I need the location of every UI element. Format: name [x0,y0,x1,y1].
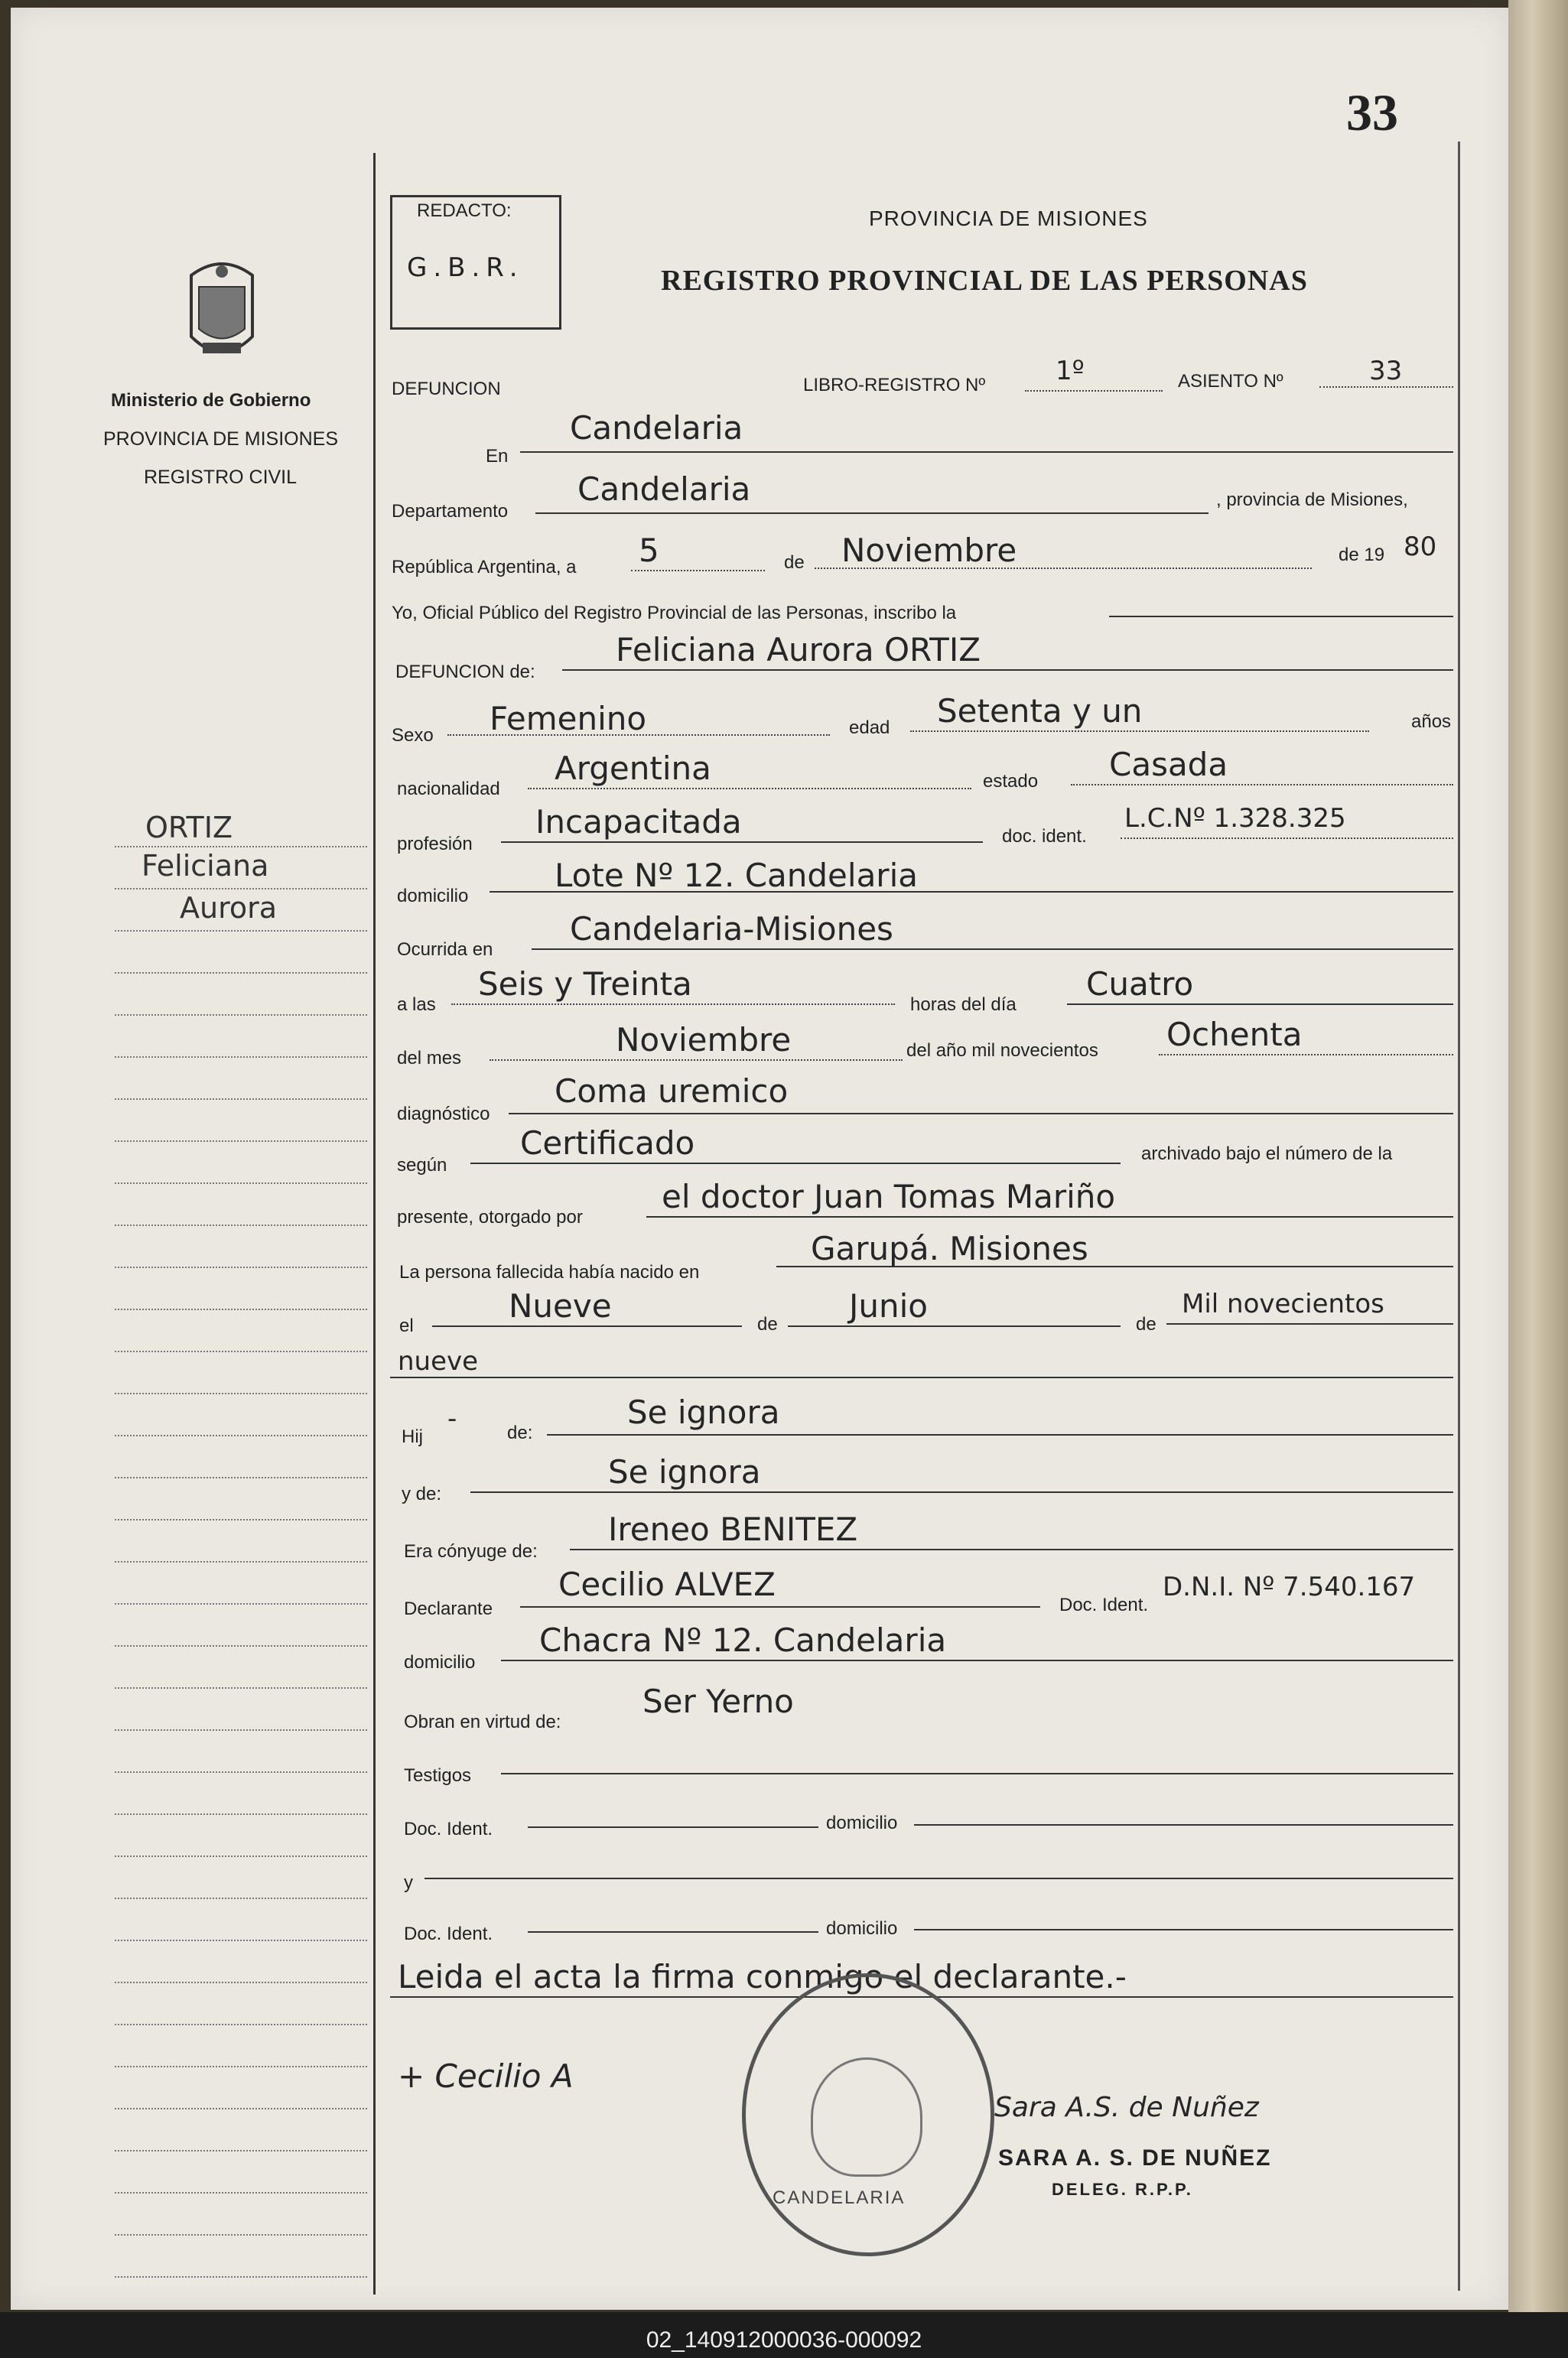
nacido-value: Garupá. Misiones [811,1230,1088,1267]
conyuge-label: Era cónyuge de: [404,1541,538,1562]
decl-doc-label: Doc. Ident. [1059,1595,1149,1615]
doc2-label: Doc. Ident. [404,1924,493,1944]
decl-doc-value: D.N.I. Nº 7.540.167 [1163,1572,1416,1602]
anio-value: Ochenta [1166,1016,1303,1053]
edad-value: Setenta y un [937,692,1143,730]
testigos-line [501,1773,1453,1774]
de-label: de [784,552,805,573]
margin-rule [115,1813,367,1815]
ministry-label: Ministerio de Gobierno [111,390,311,411]
anio-label: del año mil novecientos [906,1040,1098,1061]
el-value: Nueve [509,1287,612,1325]
day-value: 5 [639,532,659,569]
segun-label: según [397,1155,447,1176]
margin-rule [115,1855,367,1857]
diagnostico-value: Coma uremico [555,1072,789,1110]
margin-rule [115,2065,367,2067]
year-label: de 19 [1339,545,1385,565]
profesion-label: profesión [397,834,473,854]
en-line [520,451,1453,453]
conyuge-value: Ireneo BENITEZ [608,1511,858,1548]
domicilio-value: Lote Nº 12. Candelaria [555,857,918,894]
doc1-line [528,1826,818,1828]
margin-rule [115,1560,367,1563]
stamp-text: CANDELARIA [773,2187,906,2208]
margin-rule [115,1140,367,1142]
margin-rule [115,1897,367,1899]
margin-rule [115,845,367,847]
margin-rule [115,1981,367,1983]
officer-role: DELEG. R.P.P. [1052,2180,1193,2199]
horas-value: Cuatro [1086,965,1194,1003]
margin-rule [115,1055,367,1058]
margin-rule [115,1392,367,1394]
anos-label: años [1411,711,1452,732]
departamento-label: Departamento [392,501,509,522]
margin-rule [115,887,367,890]
diagnostico-line [509,1113,1453,1114]
margin-rule [115,971,367,974]
margin-rule [115,1939,367,1941]
delmes-line [490,1059,903,1061]
estado-label: estado [983,771,1039,792]
segun-value: Certificado [520,1124,695,1162]
margin-rule [115,1434,367,1436]
margin-rule [115,1098,367,1100]
yo-line [1109,616,1453,617]
margin-rule [115,1182,367,1184]
alas-value: Seis y Treinta [478,965,692,1003]
obran-value: Ser Yerno [642,1683,794,1720]
header-province: PROVINCIA DE MISIONES [869,207,1148,230]
office-label: REGISTRO CIVIL [144,467,298,488]
dom2-line [914,1929,1453,1930]
hij-line [547,1434,1453,1436]
diagnostico-label: diagnóstico [397,1104,490,1124]
de2-line [788,1325,1121,1327]
departamento-value: Candelaria [577,470,751,508]
libro-value: 1º [1056,356,1085,386]
cont-value: nueve [398,1346,479,1377]
officer-name: SARA A. S. DE NUÑEZ [998,2145,1272,2171]
margin-rule [115,1729,367,1731]
nacionalidad-value: Argentina [555,750,711,787]
yde-value: Se ignora [608,1453,761,1491]
footer-caption: 02_140912000036-000092 [646,2327,922,2353]
en-value: Candelaria [570,409,743,447]
de3-label: de [1136,1314,1156,1335]
redacto-label: REDACTO: [417,200,512,221]
de3-value: Mil novecientos [1182,1289,1384,1319]
presente-line [646,1216,1453,1218]
ocurrida-line [532,948,1453,950]
dom1-label: domicilio [826,1813,898,1833]
ocurrida-value: Candelaria-Misiones [570,910,893,948]
declarante-value: Cecilio ALVEZ [558,1566,776,1603]
archivado-label: archivado bajo el número de la [1141,1143,1393,1164]
horas-line [1067,1003,1453,1005]
header-title: REGISTRO PROVINCIAL DE LAS PERSONAS [661,265,1308,297]
doc-ident-value: L.C.Nº 1.328.325 [1124,803,1346,834]
margin-firstname: Feliciana [142,849,269,883]
de2-label: de [757,1314,778,1335]
nacionalidad-label: nacionalidad [397,779,500,799]
yde-line [470,1491,1453,1493]
delmes-value: Noviembre [616,1021,792,1059]
province-label: PROVINCIA DE MISIONES [103,428,339,450]
de2-value: Junio [849,1287,928,1325]
nacido-label: La persona fallecida había nacido en [399,1262,700,1283]
alas-line [451,1003,895,1005]
redacto-value: G.B.R. [407,252,524,283]
declarante-signature: + Cecilio A [398,2057,574,2095]
margin-rule [115,2023,367,2025]
obran-label: Obran en virtud de: [404,1712,561,1732]
margin-rule [115,929,367,932]
officer-signature: Sara A.S. de Nuñez [994,2092,1259,2123]
book-binding [1508,0,1568,2358]
departamento-line [535,512,1209,514]
presente-value: el doctor Juan Tomas Mariño [662,1178,1116,1215]
provincia-suffix: , provincia de Misiones, [1216,489,1408,510]
profesion-line [501,841,983,843]
libro-line [1025,390,1163,392]
delmes-label: del mes [397,1048,462,1068]
margin-divider [373,153,376,2295]
margin-rule [115,1686,367,1689]
horas-label: horas del día [910,994,1017,1015]
defuncion-de-value: Feliciana Aurora ORTIZ [616,631,981,668]
conyuge-line [570,1549,1453,1550]
edad-line [910,730,1369,732]
coat-of-arms-icon [176,252,268,367]
margin-rule [115,1476,367,1478]
doc-ident-label: doc. ident. [1002,826,1087,847]
republica-label: República Argentina, a [392,557,577,577]
margin-rule [115,2233,367,2236]
year-value: 80 [1404,532,1437,562]
page-number: 33 [1346,83,1398,141]
anio-line [1159,1054,1453,1055]
margin-rule [115,1224,367,1226]
y-label: y [404,1872,413,1893]
margin-rule [115,1350,367,1352]
asiento-label: ASIENTO Nº [1178,371,1283,392]
sexo-label: Sexo [392,725,434,746]
en-label: En [486,446,509,467]
leida-text: Leida el acta la firma conmigo el declarante.- [398,1958,1127,1995]
margin-rule [115,1771,367,1773]
defuncion-de-label: DEFUNCION de: [395,662,535,682]
margin-rule [115,2191,367,2194]
alas-label: a las [397,994,436,1015]
de3-line [1166,1323,1453,1325]
margin-surname: ORTIZ [145,811,233,844]
hij-dash: - [447,1403,457,1434]
presente-label: presente, otorgado por [397,1207,583,1228]
hijde-label: de: [507,1423,533,1443]
doc2-line [528,1931,818,1933]
y-line [425,1878,1453,1879]
asiento-value: 33 [1369,356,1403,386]
domicilio2-line [501,1660,1453,1661]
asiento-line [1319,386,1453,388]
yo-text: Yo, Oficial Público del Registro Provincial de las Personas, inscribo la [392,603,957,623]
dom2-label: domicilio [826,1918,898,1939]
month-value: Noviembre [841,532,1017,569]
hij-value: Se ignora [627,1394,780,1431]
margin-rule [115,1013,367,1016]
domicilio-label: domicilio [397,886,469,906]
domicilio2-label: domicilio [404,1652,476,1673]
margin-rule [115,2275,367,2278]
ocurrida-label: Ocurrida en [397,939,493,960]
margin-middlename: Aurora [180,891,278,925]
sexo-value: Femenino [490,700,647,737]
margin-rule [115,1644,367,1647]
hij-label: Hij [402,1426,423,1447]
nacionalidad-line [528,788,971,789]
doc1-label: Doc. Ident. [404,1819,493,1839]
edad-label: edad [849,717,890,738]
defuncion-de-line [562,669,1453,671]
yde-label: y de: [402,1484,442,1504]
defuncion-label: DEFUNCION [392,379,501,399]
margin-rule [115,1308,367,1310]
stamp-emblem-icon [811,2057,922,2177]
margin-rule [115,1602,367,1605]
testigos-label: Testigos [404,1765,472,1786]
el-label: el [399,1316,414,1336]
margin-rule [115,2149,367,2151]
cont-line [390,1377,1453,1378]
estado-line [1071,784,1453,785]
declarante-line [520,1606,1040,1608]
domicilio2-value: Chacra Nº 12. Candelaria [539,1621,947,1659]
margin-rule [115,2107,367,2109]
profesion-value: Incapacitada [535,803,742,841]
declarante-label: Declarante [404,1599,493,1619]
day-line [631,570,765,571]
doc-ident-line [1121,837,1453,839]
dom1-line [914,1824,1453,1826]
margin-rule [115,1518,367,1521]
segun-line [470,1163,1121,1164]
right-border [1458,141,1460,2291]
margin-rule [115,1266,367,1268]
el-line [432,1325,742,1327]
libro-label: LIBRO-REGISTRO Nº [803,375,986,395]
estado-value: Casada [1109,746,1228,783]
